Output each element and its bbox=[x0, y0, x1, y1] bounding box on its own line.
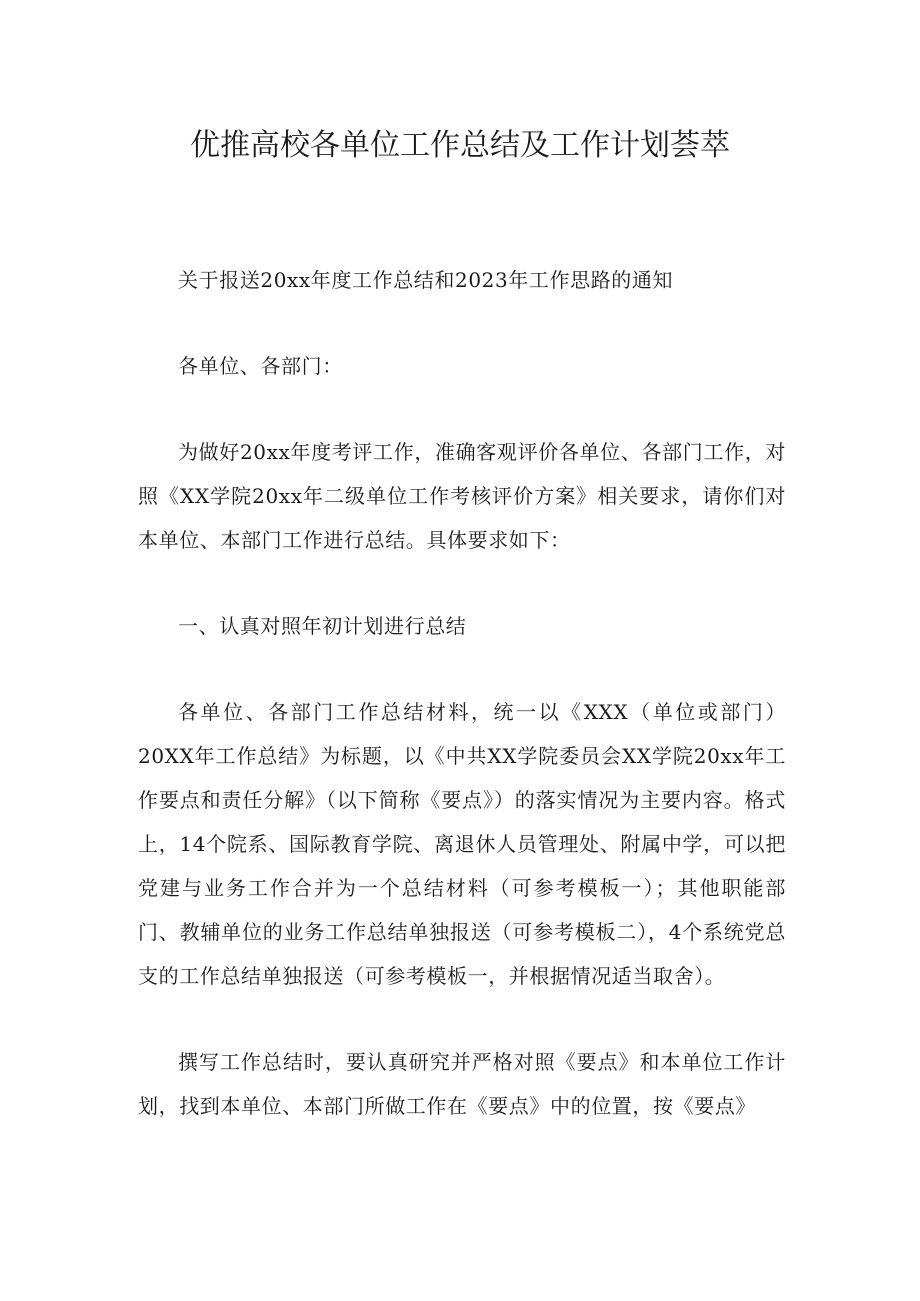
greeting-line: 各单位、各部门： bbox=[178, 354, 343, 378]
document-body bbox=[138, 258, 786, 1128]
notice-subject: 关于报送20xx年度工作总结和2023年工作思路的通知 bbox=[178, 268, 674, 292]
requirements-paragraph: 各单位、各部门工作总结材料，统一以《XXX（单位或部门）20XX年工作总结》为标题，以《中共XX学院委员会XX学院20xx年工作要点和责任分解》（以下简称《要点》）的落实情况为主要内容。格式上，14个院系、国际教育学院、离退休人员管理处、附属中学，可以把党建与业务工作合并为一个总结材料（可参考模板一）；其他职能部门、教辅单位的业务工作总结单独报送（可参考模板二），4个系统党总支的工作总结单独报送（可参考模板一，并根据情况适当取舍）。 bbox=[138, 700, 786, 988]
writing-paragraph: 撰写工作总结时，要认真研究并严格对照《要点》和本单位工作计划，找到本单位、本部门所做工作在《要点》中的位置，按《要点》 bbox=[138, 1050, 786, 1118]
document-title: 优推高校各单位工作总结及工作计划荟萃 bbox=[190, 128, 730, 163]
intro-paragraph: 为做好20xx年度考评工作，准确客观评价各单位、各部门工作，对照《XX学院20xx年二级单位工作考核评价方案》相关要求，请你们对本单位、本部门工作进行总结。具体要求如下： bbox=[138, 440, 786, 552]
section-heading-1: 一、认真对照年初计划进行总结 bbox=[178, 614, 467, 638]
